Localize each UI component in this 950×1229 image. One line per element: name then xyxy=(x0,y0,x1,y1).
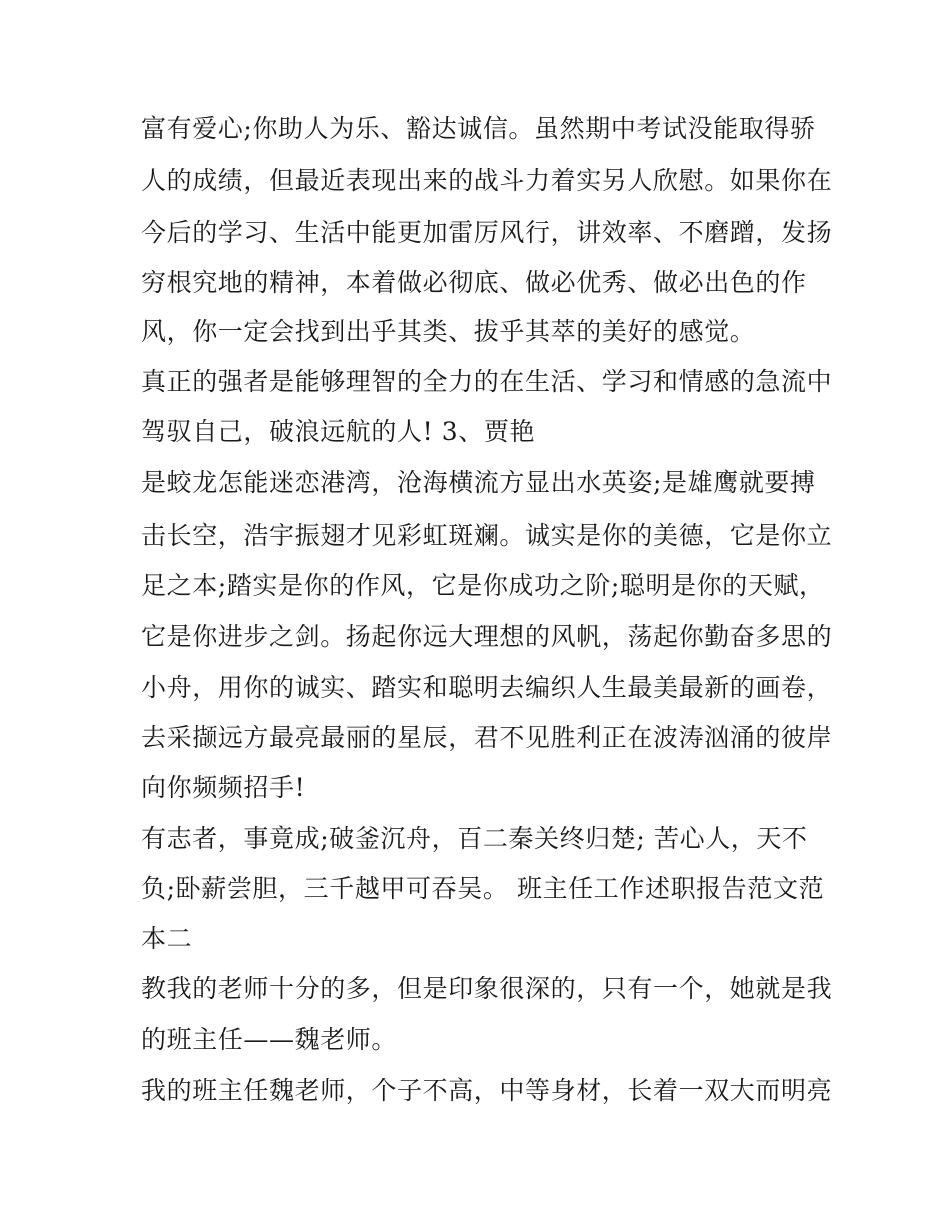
text-line: 富有爱心;你助人为乐、豁达诚信。虽然期中考试没能取得骄 xyxy=(141,114,816,143)
text-line: 击长空，浩宇振翅才见彩虹斑斓。诚实是你的美德，它是你立 xyxy=(141,521,833,550)
text-line: 去采撷远方最亮最丽的星辰，君不见胜利正在波涛汹涌的彼岸 xyxy=(141,723,833,752)
text-line: 人的成绩，但最近表现出来的战斗力着实另人欣慰。如果你在 xyxy=(141,166,833,195)
text-line: 教我的老师十分的多，但是印象很深的，只有一个，她就是我 xyxy=(141,974,833,1003)
text-line: 真正的强者是能够理智的全力的在生活、学习和情感的急流中 xyxy=(141,367,833,396)
text-line: 我的班主任魏老师，个子不高，中等身材，长着一双大而明亮 xyxy=(141,1076,833,1105)
text-line: 今后的学习、生活中能更加雷厉风行，讲效率、不磨蹭，发扬 xyxy=(141,218,833,247)
text-line: 驾驭自己，破浪远航的人! 3、贾艳 xyxy=(141,417,536,446)
text-line: 的班主任——魏老师。 xyxy=(141,1025,398,1054)
text-line: 足之本;踏实是你的作风，它是你成功之阶;聪明是你的天赋， xyxy=(141,571,825,600)
text-line: 向你频频招手! xyxy=(141,773,306,802)
text-line: 风，你一定会找到出乎其类、拔乎其萃的美好的感觉。 xyxy=(141,317,756,346)
text-line: 小舟，用你的诚实、踏实和聪明去编织人生最美最新的画卷， xyxy=(141,673,833,702)
text-line: 负;卧薪尝胆，三千越甲可吞吴。 班主任工作述职报告范文范 xyxy=(141,874,825,903)
text-line: 它是你进步之剑。扬起你远大理想的风帆，荡起你勤奋多思的 xyxy=(141,622,833,651)
text-line: 本二 xyxy=(141,924,193,953)
text-line: 有志者，事竟成;破釜沉舟，百二秦关终归楚; 苦心人，天不 xyxy=(141,824,808,853)
text-line: 是蛟龙怎能迷恋港湾，沧海横流方显出水英姿;是雄鹰就要搏 xyxy=(141,468,816,497)
text-line: 穷根究地的精神，本着做必彻底、做必优秀、做必出色的作 xyxy=(141,268,807,297)
